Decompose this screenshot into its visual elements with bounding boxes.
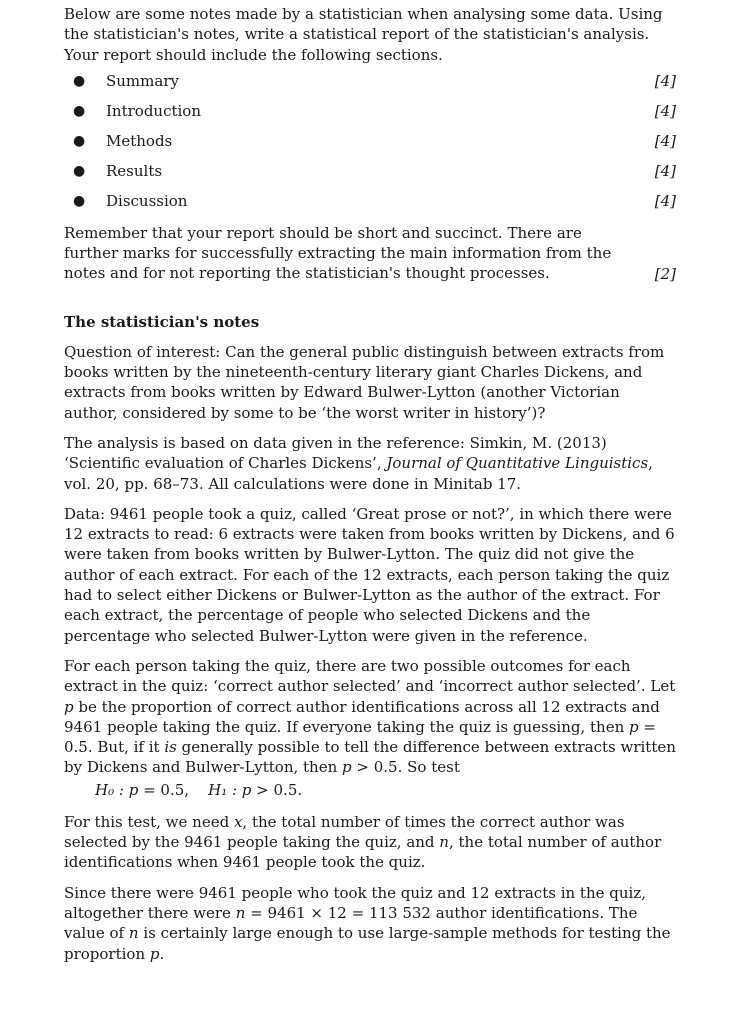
- outcome-paragraph: For each person taking the quiz, there are two possible outcomes for each extract in the quiz: ‘correct author selected’ and ‘incorrect author selected’. Let p be the proportion of correct author identifications across all 12 extracts and 9461 people taking the quiz. If everyone taking the quiz is guessing, then p = 0.5. But, if it is generally possible to tell the difference between extracts written by Dickens and Bulwer-Lytton, then p > 0.5. So test: [64, 656, 676, 777]
- notes-heading: The statistician's notes: [64, 312, 260, 331]
- list-item: ● Results [4]: [73, 161, 676, 180]
- remember-paragraph: Remember that your report should be short and succinct. There are further marks for successfully extracting the main information from the notes and for not reporting the statistician's thought processes. [2]: [64, 223, 676, 283]
- marks-label: [4]: [654, 161, 676, 180]
- list-item: ● Introduction [4]: [73, 101, 676, 120]
- hypotheses-equation: H₀ : p = 0.5, H₁ : p > 0.5.: [95, 780, 303, 799]
- data-paragraph: Data: 9461 people took a quiz, called ‘Great prose or not?’, in which there were 12 extracts to read: 6 extracts were taken from books written by Dickens, and 6 were taken from books written by Bulwer-Lytton. The quiz did not give the author of each extract. For each of the 12 extracts, each person taking the quiz had to select either Dickens or Bulwer-Lytton as the author of the extract. For each extract, the percentage of people who selected Dickens and the percentage who selected Bulwer-Lytton were given in the reference.: [64, 504, 675, 645]
- marks-label: [4]: [654, 71, 676, 90]
- document-page: [64, 4, 676, 974]
- marks-label: [4]: [654, 101, 676, 120]
- bullet-icon: ●: [73, 162, 86, 179]
- journal-title: Journal of Quantitative Linguistics: [386, 454, 649, 473]
- intro-paragraph: Below are some notes made by a statistician when analysing some data. Using the statistician's notes, write a statistical report of the statistician's analysis. Your report should include the following sections.: [64, 5, 663, 64]
- bullet-icon: ●: [73, 192, 86, 209]
- bullet-icon: ●: [73, 72, 86, 89]
- list-item: ● Methods [4]: [73, 131, 676, 150]
- marks-label: [4]: [654, 131, 676, 150]
- test-paragraph: For this test, we need x, the total number of times the correct author was selected by the 9461 people taking the quiz, and n, the total number of author identifications when 9461 people took the quiz.: [64, 812, 662, 872]
- list-item: ● Discussion [4]: [73, 191, 676, 210]
- list-item: ● Summary [4]: [73, 71, 676, 90]
- report-sections-list: [64, 71, 676, 221]
- marks-label: [4]: [654, 191, 676, 210]
- bullet-icon: ●: [73, 132, 86, 149]
- question-paragraph: Question of interest: Can the general public distinguish between extracts from books written by the nineteenth-century literary giant Charles Dickens, and extracts from books written by Edward Bulwer-Lytton (another Victorian author, considered by some to be ‘the worst writer in history’)?: [64, 342, 665, 422]
- bullet-icon: ●: [73, 102, 86, 119]
- final-paragraph: Since there were 9461 people who took the quiz and 12 extracts in the quiz, altogether there were n = 9461 × 12 = 113 532 author identifications. The value of n is certainly large enough to use large-sample methods for testing the proportion p.: [64, 883, 671, 963]
- reference-paragraph: The analysis is based on data given in the reference: Simkin, M. (2013) ‘Scientific evaluation of Charles Dickens’, Journal of Quantitative Linguistics, vol. 20, pp. 68–73. All calculations were done in Minitab 17.: [64, 433, 653, 493]
- marks-label: [2]: [654, 264, 676, 283]
